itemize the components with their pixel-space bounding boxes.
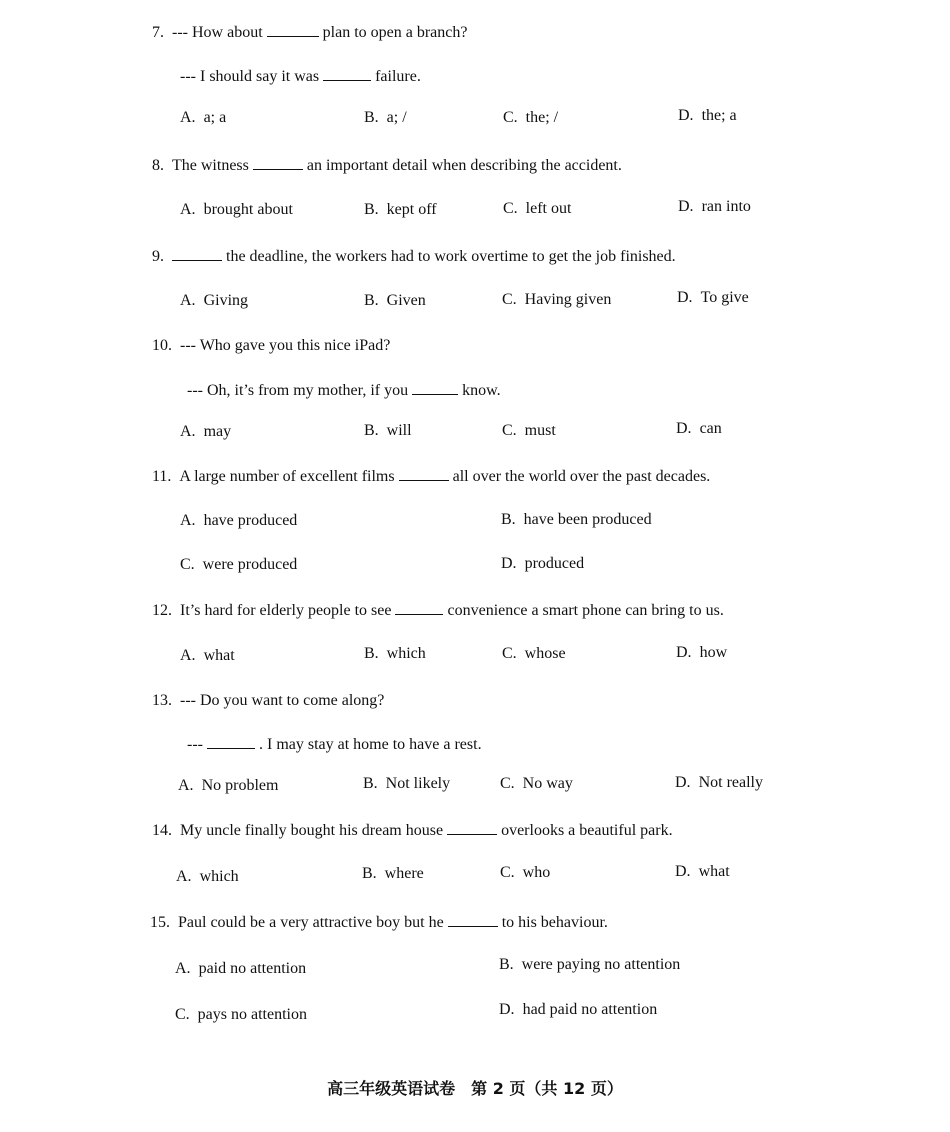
answer-blank: [267, 22, 319, 37]
option-text: which: [199, 868, 239, 885]
option-text: were paying no attention: [521, 956, 681, 973]
option-letter: A.: [180, 512, 196, 529]
option-d: [499, 1000, 657, 1020]
question-text: The witness: [172, 157, 249, 174]
option-text: must: [524, 422, 556, 439]
option-d: [675, 773, 763, 793]
question-number: 7.: [152, 24, 164, 41]
option-letter: C.: [180, 556, 195, 573]
question-text: . I may stay at home to have a rest.: [258, 736, 482, 753]
question-number: 13.: [152, 692, 172, 709]
option-c: [500, 863, 550, 883]
question-13-line-1: [152, 691, 384, 711]
option-text: ran into: [701, 198, 751, 215]
option-text: a; a: [203, 109, 227, 126]
question-text: convenience a smart phone can bring to us.: [447, 602, 724, 619]
option-text: pays no attention: [197, 1006, 307, 1023]
answer-blank: [399, 466, 449, 481]
option-c: [175, 1005, 307, 1025]
option-text: Given: [386, 292, 426, 309]
option-text: which: [386, 645, 426, 662]
option-letter: A.: [180, 292, 196, 309]
question-text: My uncle finally bought his dream house: [180, 822, 444, 839]
option-c: [503, 108, 558, 128]
option-text: what: [698, 863, 730, 880]
question-number: 12.: [152, 602, 172, 619]
answer-blank: [207, 734, 255, 749]
option-b: [364, 108, 407, 128]
option-c: [503, 199, 571, 219]
answer-blank: [447, 820, 497, 835]
option-letter: C.: [502, 291, 517, 308]
option-d: [677, 288, 749, 308]
option-b: [362, 864, 424, 884]
option-text: had paid no attention: [522, 1001, 658, 1018]
option-a: [180, 108, 226, 128]
option-text: produced: [524, 555, 585, 572]
option-letter: D.: [501, 555, 517, 572]
question-10-line-2: [187, 380, 501, 400]
question-text: --- Oh, it’s from my mother, if you: [187, 382, 409, 399]
option-d: [676, 419, 722, 439]
option-c: [180, 555, 297, 575]
option-text: what: [203, 647, 235, 664]
option-b: [363, 774, 450, 794]
question-text: Paul could be a very attractive boy but he: [178, 914, 444, 931]
option-b: [501, 510, 652, 530]
option-text: a; /: [386, 109, 407, 126]
option-letter: C.: [503, 200, 518, 217]
question-text: to his behaviour.: [501, 914, 608, 931]
option-c: [502, 421, 556, 441]
option-letter: D.: [678, 198, 694, 215]
option-letter: B.: [364, 201, 379, 218]
option-letter: D.: [676, 644, 692, 661]
question-8: [152, 155, 622, 175]
question-text: --- How about: [172, 24, 263, 41]
option-letter: A.: [178, 777, 194, 794]
question-text: all over the world over the past decades.: [452, 468, 711, 485]
option-letter: A.: [180, 201, 196, 218]
question-7-line-2: [180, 66, 421, 86]
option-a: [178, 776, 278, 796]
option-text: the; /: [525, 109, 559, 126]
question-text: failure.: [375, 68, 421, 85]
option-text: how: [699, 644, 728, 661]
option-letter: A.: [176, 868, 192, 885]
option-c: [502, 644, 566, 664]
option-text: who: [522, 864, 551, 881]
question-text: overlooks a beautiful park.: [501, 822, 673, 839]
option-letter: D.: [676, 420, 692, 437]
option-text: Not likely: [385, 775, 451, 792]
option-d: [676, 643, 727, 663]
question-12: [152, 600, 724, 620]
option-letter: B.: [362, 865, 377, 882]
question-number: 10.: [152, 337, 172, 354]
question-10-line-1: [152, 336, 390, 356]
option-b: [364, 291, 426, 311]
option-letter: C.: [502, 422, 517, 439]
option-d: [501, 554, 584, 574]
question-number: 15.: [150, 914, 170, 931]
option-a: [180, 511, 297, 531]
option-letter: C.: [175, 1006, 190, 1023]
question-14: [152, 820, 673, 840]
question-number: 8.: [152, 157, 164, 174]
option-text: paid no attention: [198, 960, 307, 977]
option-c: [500, 774, 573, 794]
option-letter: D.: [678, 107, 694, 124]
option-text: the; a: [701, 107, 737, 124]
option-letter: D.: [675, 774, 691, 791]
option-a: [180, 200, 293, 220]
option-text: left out: [525, 200, 572, 217]
answer-blank: [412, 380, 458, 395]
option-text: No problem: [201, 777, 279, 794]
question-11: [152, 466, 710, 486]
question-text: --- Who gave you this nice iPad?: [180, 337, 391, 354]
option-d: [678, 106, 737, 126]
question-number: 9.: [152, 248, 164, 265]
answer-blank: [323, 66, 371, 81]
option-letter: B.: [364, 422, 379, 439]
question-text: know.: [462, 382, 501, 399]
option-b: [364, 421, 412, 441]
question-text: A large number of excellent films: [179, 468, 395, 485]
option-text: No way: [522, 775, 573, 792]
option-a: [180, 422, 231, 442]
page-footer: 高三年级英语试卷 第 2 页（共 12 页）: [327, 1079, 623, 1098]
option-letter: A.: [180, 109, 196, 126]
option-text: where: [384, 865, 424, 882]
option-b: [364, 644, 426, 664]
option-letter: B.: [501, 511, 516, 528]
option-letter: B.: [363, 775, 378, 792]
question-number: 11.: [152, 468, 172, 485]
option-text: Not really: [698, 774, 763, 791]
option-b: [499, 955, 680, 975]
option-letter: D.: [675, 863, 691, 880]
option-letter: C.: [500, 864, 515, 881]
option-c: [502, 290, 611, 310]
question-13-line-2: [187, 734, 482, 754]
question-text: plan to open a branch?: [322, 24, 468, 41]
option-letter: C.: [502, 645, 517, 662]
option-letter: B.: [364, 109, 379, 126]
option-letter: D.: [677, 289, 693, 306]
option-letter: D.: [499, 1001, 515, 1018]
option-b: [364, 200, 437, 220]
answer-blank: [253, 155, 303, 170]
question-number: 14.: [152, 822, 172, 839]
question-text: ---: [187, 736, 203, 753]
question-text: --- I should say it was: [180, 68, 320, 85]
option-text: have been produced: [523, 511, 652, 528]
option-letter: B.: [364, 292, 379, 309]
option-d: [675, 862, 730, 882]
option-text: can: [699, 420, 722, 437]
option-a: [176, 867, 239, 887]
option-letter: B.: [364, 645, 379, 662]
option-letter: A.: [180, 423, 196, 440]
option-text: may: [203, 423, 232, 440]
option-a: [175, 959, 306, 979]
option-text: brought about: [203, 201, 293, 218]
option-text: Giving: [203, 292, 249, 309]
option-text: will: [386, 422, 412, 439]
question-7-line-1: [152, 22, 467, 42]
option-a: [180, 646, 235, 666]
option-text: were produced: [202, 556, 298, 573]
question-9: [152, 246, 676, 266]
option-letter: C.: [503, 109, 518, 126]
option-letter: A.: [175, 960, 191, 977]
answer-blank: [172, 246, 222, 261]
option-text: have produced: [203, 512, 298, 529]
answer-blank: [448, 912, 498, 927]
option-letter: B.: [499, 956, 514, 973]
option-text: whose: [524, 645, 566, 662]
answer-blank: [395, 600, 443, 615]
option-text: To give: [700, 289, 749, 306]
option-letter: A.: [180, 647, 196, 664]
option-text: kept off: [386, 201, 437, 218]
option-letter: C.: [500, 775, 515, 792]
question-text: --- Do you want to come along?: [180, 692, 385, 709]
question-15: [150, 912, 608, 932]
option-a: [180, 291, 248, 311]
question-text: It’s hard for elderly people to see: [180, 602, 392, 619]
question-text: the deadline, the workers had to work overtime to get the job finished.: [226, 248, 676, 265]
question-text: an important detail when describing the accident.: [306, 157, 622, 174]
option-d: [678, 197, 751, 217]
option-text: Having given: [524, 291, 612, 308]
